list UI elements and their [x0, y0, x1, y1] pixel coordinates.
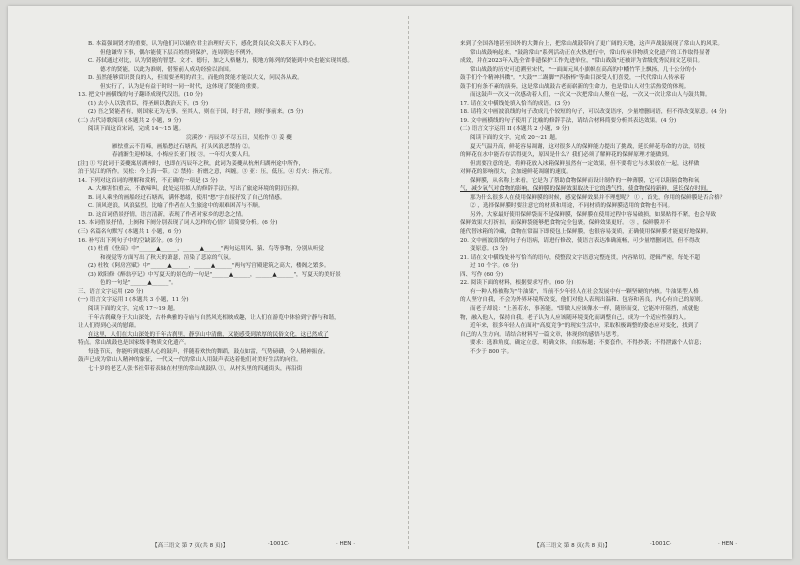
text-line: 雁怯重云不肯啼，画船愁过石塘西，打头风浪恶禁持 ②。 — [112, 143, 254, 150]
text-line: 19. 文中画横线的句子使用了比喻的修辞手法，请结合材料简要分析其表达效果。(4 分) — [460, 117, 677, 124]
text-line: 泊于吴江的所作。吴松：今上海一带。② 禁持：折磨之意，纠缠。③ 亚：压，低压。④ 灯火：指元宵。 — [78, 169, 336, 176]
text-line: 21. 请在文中横线处补写恰当的语句，使整段文字语意完整连贯，内容贴切，逻辑严密，每处不超 — [460, 254, 701, 261]
text-line: (3) 欧阳修《醉翁亭记》中写夏天的景色的一句是"______▲______，______▲______"，写夏天的美好景 — [88, 271, 341, 278]
text-line: 而这鼓声一次又一次感动着人们，一次又一次把常山人聚在一起，一次又一次让常山人与鼓共舞。 — [470, 92, 711, 99]
text-line: 鼓手们个个精神抖擞"。"大鼓""二踢脚""四指棒"等曲目深受人们喜爱，一代代常山人传承着 — [460, 75, 685, 82]
text-line: 常山战鼓的历史可追溯至宋代，"一面面元凤小旗帜在高高的中幡竹竿上飘扬，几十公分的小 — [470, 66, 697, 73]
text-line: [注] ① 写此词于姜夔寓居湖州时，也即在丙辰年之秋，此词为姜夔从杭州归湖州途中所作， — [78, 160, 305, 167]
text-line: 成效，并在2023年入选全省非遗保护工作先进单位，"常山战鼓"还被评为省级优秀民间文艺项目。 — [460, 58, 704, 65]
text-line: (一) 语言文字运用 I (本题共 3 小题，11 分) — [78, 297, 189, 304]
text-line: 鼓声已成为常山人精神的象征，一代又一代的常山人用鼓声表达着他们对美好生活的向往。 — [78, 357, 302, 364]
text-line: 常山战鼓响起来，"鼓韵常山"系列活动正在火热进行中，常山传承非物质文化遗产的工作取得显著 — [470, 49, 711, 56]
text-line: (二) 语言文字运用 II (本题共 2 小题，9 分) — [460, 126, 570, 133]
scanned-exam-spread — [8, 6, 792, 559]
text-line: 的人坚守自我，不会为外界环境所改变，他们对他人表现出温和、包容和善良，内心有自己的原则。 — [460, 297, 707, 304]
text-line: 自己的人生方向。请结合材料写一篇文章，体现你的感悟与思考。 — [460, 331, 623, 338]
text-line: 特点。常山战鼓也是国家级非物质文化遗产。 — [78, 340, 190, 347]
text-line: (1) 杜甫《登高》中"______▲______，______▲______"两句运用风、猿、鸟等事物，分别从听觉 — [88, 246, 325, 253]
text-line: 的鲜花在水中能否存活得更久，原因是什么？我们必须了解鲜花的保鲜原理才能做到。 — [460, 152, 673, 159]
text-line: (二) 古代诗歌阅读 (本题共 2 小题，9 分) — [78, 117, 182, 124]
text-line: 20. 文中画波浪线的句子有语病，请进行修改，使语言表达准确流畅，可少量增删词语，但不得改 — [460, 237, 701, 244]
text-line: 14. 下列对这首词的理解和赏析，不正确的一项是 (3 分) — [78, 177, 218, 184]
text-line: 不少于 800 字。 — [470, 348, 513, 355]
text-line: 保鲜效果大打折扣，而保鲜袋能够把食物完全包裹，保鲜效果更好。 ③ ，保鲜膜并不 — [460, 220, 671, 227]
text-line: C. 顶风逆浪，风浪猛烈，比喻了作者在人生旅途中的艰难困苦与不顺。 — [88, 203, 264, 210]
text-line: 另外，大家最好使用保鲜袋而不是保鲜膜，保鲜膜在使用过程中容易破损，如果贴得不紧，也会导致 — [470, 211, 717, 218]
text-line: 变原意。(3 分) — [470, 246, 508, 253]
footer-page-title: 【高三语文 第 8 页(共 8 页)】 — [534, 543, 611, 549]
text-line: (1) 去小人以敦君臣，得圣顾以教治天下。(5 分) — [88, 100, 209, 107]
text-line: 物，融入他人，保持自我。老子认为人应该随环境变化而调整自己，成为一个适应性强的人。 — [460, 314, 690, 321]
footer-paper-code: ·1001C· — [650, 541, 672, 547]
footer-page-title: 【高三语文 第 7 页(共 8 页)】 — [152, 543, 229, 549]
text-line: 过 10 个字。(6 分) — [470, 263, 519, 270]
text-line: C. 苏轼通过对比，认为贤能的智慧、文才、德行，加之人格魅力，使地方陈列的贤能到中央也能实现其德。 — [88, 58, 353, 65]
text-line: D. 虽然能够赏识贤良的人，但需要圣明的君主，而他的贤能才能以大义，问民各从政。 — [88, 75, 303, 82]
text-line: 阅读下面的文字，完成 20～21 题。 — [470, 135, 561, 142]
text-line: (三) 名篇名句默写 (本题共 1 小题，6 分) — [78, 229, 182, 236]
text-line: 七十岁的老艺人张书社带着表妹在村里的常山战鼓队 ①，从村头里的四通街头，再沿街 — [88, 365, 303, 372]
text-line: 能代替冰箱的冷藏，食物在常温下即使包上保鲜膜，也很容易变质，正确使用保鲜膜才能更好地保鲜。 — [460, 229, 712, 236]
text-line: 近年来，很多年轻人在面对"高度竞争"的现实生活中，采取积极调整的姿态应对变化，找到了 — [470, 323, 699, 330]
text-line: 在这里，人们在大山深处的千年古刹里，静享山中清幽，又能感受到浓厚的民俗文化，这已然成了 — [88, 331, 329, 338]
text-line: 阅读下面的文字，完成 17～19 题。 — [88, 305, 179, 312]
text-line: 有一种人格被称为"牛油果"，当前不少年轻人在社会发展中有一颗坚硬的内核。牛油果型人格 — [470, 288, 699, 295]
exam-page-right — [460, 40, 786, 550]
text-line: 17. 请在文中横线处填入恰当的成语。(3 分) — [460, 100, 570, 107]
text-line: (2) 吾之贤能者有，则国家无为无事，至其人，则在于国，时于君，则好事前来。(5 分) — [88, 109, 304, 116]
text-line: 三、语言文字运用 (20 分) — [78, 288, 144, 295]
text-line: D. 这首词借景抒情，语言清新，表现了作者对家乡的思念之情。 — [88, 211, 247, 218]
text-line: ② ，选择保鲜膜时要注意它的材质和用途，不同材质的保鲜膜适用的食物也不同。 — [470, 203, 674, 210]
text-line: 德才的贤能，以此为准则，借鉴前人成功经验以治国。 — [100, 66, 235, 73]
text-line: 对鲜花的影响很大，会加速鲜花凋谢的速度。 — [460, 169, 572, 176]
exam-page-left — [78, 40, 400, 550]
page-gutter — [408, 16, 410, 549]
footer-suffix: · HEN · — [336, 541, 356, 547]
text-line: 和视觉等方面写出了秋天的萧瑟，渲染了悲凉的气氛。 — [100, 254, 235, 261]
text-line: 色的一句是"______▲______"。 — [100, 280, 177, 287]
text-line: 但他谦卑下事，偶尔能使下层百姓得到保护，连周朝也不例外。 — [100, 49, 257, 56]
text-line: 浣溪沙 · 丙辰岁不尽五日，吴松作 ① 姜 夔 — [186, 135, 292, 142]
text-line: 夏天气温升高，鲜花容易凋谢，这对很多人的保鲜能力提出了挑战，延长鲜花寿命的方法，切枝 — [470, 143, 705, 150]
left-page-footer — [78, 541, 400, 551]
text-line: 千年古刹藏身于大山深处，古朴典雅的寺庙与自然风光相映成趣，让人们在游览中体验到宁静与和谐， — [88, 314, 340, 321]
text-line: A. 大雁害怕重云，不敢啼叫，此处运用拟人的修辞手法，写出了旅途环境的阴沉压抑。 — [88, 186, 303, 193]
text-line: 每逢节庆，你能听到震撼人心的鼓声，伴随着欢快的舞蹈，鼓点如雷，气势磅礴，令人精神振奋。 — [88, 348, 329, 355]
text-line: 来到了全国各地甚至国外的大舞台上，把常山战鼓带向了更广阔的天地，这声声战鼓展现了常山人的风采。 — [460, 41, 723, 47]
text-line: B. 本篇强调贤才的重要，认为他们可以辅佐君主治理好天下，感化贤良民众关系天下人的心。 — [88, 41, 320, 47]
footer-suffix: · HEN · — [718, 541, 738, 547]
text-line: 但实行了，认为是有益于时时一同一时代，这体现了贤能的重要。 — [100, 83, 263, 90]
text-line: 15. 本词借景抒情，上阕和下阕分别表现了词人怎样的心情？请简要分析。(6 分) — [78, 220, 278, 227]
text-line: 阅读下面这首宋词，完成 14～15 题。 — [88, 126, 185, 133]
text-line: 那为什么很多人在使用保鲜膜的时候，感觉保鲜效果并不理想呢？ ① ，首先，你用的保鲜膜是否合格？ — [470, 194, 726, 201]
text-line: 16. 补写出下列句子中的空缺部分。(6 分) — [78, 237, 183, 244]
right-page-footer — [460, 541, 786, 551]
text-line: B. 词人乘坐的画船经过石塘西，满怀愁绪，使用"愁"字直接抒发了自己的情感。 — [88, 194, 286, 201]
text-line: (2) 杜牧《阿房宫赋》中"______▲______，______▲______"两句写宫殿建筑之高大，楼阁之繁多。 — [88, 263, 330, 270]
text-line: 要求：选准角度，确定立意，明确文体，自拟标题；不要套作，不得抄袭；不得泄露个人信息； — [470, 340, 705, 347]
text-line: 鼓手们有条不紊的演奏，这是常山战鼓古老而崭新的生命力，也是常山人对生活热爱的体现。 — [460, 83, 690, 90]
text-line: 保鲜膜，从名称上来看，它是为了帮助食物保鲜而设计制作的一种薄膜，它可以阻隔食物和氧 — [470, 177, 700, 184]
text-line: 13. 把文中画横线的句子翻译成现代汉语。(10 分) — [78, 92, 203, 99]
text-line: 18. 请将文中画波浪线的句子改成几个较短的句子，可以改变语序，少量增删词语，但不得改变原意。(4 分) — [460, 109, 727, 116]
text-line: 而老子却说："上善若水，事善能。"即做人应该像水一样，随形而变，它能冲开阻挡，成就他 — [470, 305, 699, 312]
text-line: 22. 阅读下面的材料，根据要求写作。(60 分) — [460, 280, 574, 287]
footer-paper-code: ·1001C· — [268, 541, 290, 547]
text-line: 四、写作 (60 分) — [460, 271, 504, 278]
text-line: 气，减少氧气对食物的影响，保鲜膜的保鲜效果取决于它的透气性，使食物保持新鲜，延长保存时间。 — [460, 186, 712, 193]
text-line: 春浦渐生迎棹绿，小梅应长亚门枝 ③。一年灯火要人归。 — [112, 152, 254, 159]
text-line: 让人们得到心灵的慰藉。 — [78, 323, 140, 330]
text-line: 但需要注意的是，将鲜花放入冰箱保鲜虽然有一定效果，但不要将它与水果放在一起，这样做 — [470, 160, 700, 167]
